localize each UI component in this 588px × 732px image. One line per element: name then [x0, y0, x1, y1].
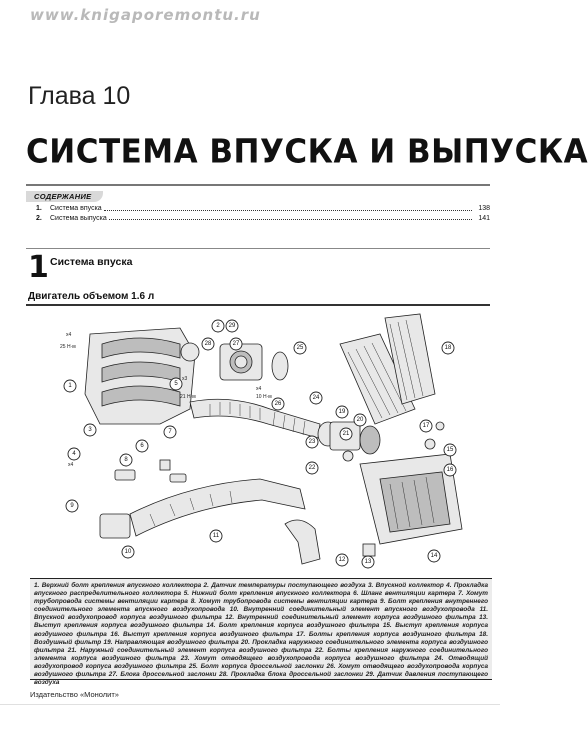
- exploded-diagram: [30, 314, 490, 576]
- svg-text:16: 16: [446, 467, 454, 473]
- toc-item[interactable]: [26, 204, 490, 214]
- section-title: Система впуска: [50, 256, 133, 268]
- toc-item[interactable]: [26, 214, 490, 224]
- callout-28: [202, 338, 214, 350]
- chapter-title: СИСТЕМА ВПУСКА И ВЫПУСКА: [26, 133, 588, 171]
- callout-15: [444, 444, 456, 456]
- toc-item-number: 2.: [36, 214, 42, 222]
- callout-16: [444, 464, 456, 476]
- toc-item-page: 141: [478, 214, 490, 222]
- svg-text:14: 14: [430, 553, 438, 559]
- callout-6: [136, 440, 148, 452]
- air-filter: [340, 314, 435, 424]
- svg-text:26: 26: [274, 401, 282, 407]
- callout-5: [170, 378, 182, 390]
- svg-text:20: 20: [356, 417, 364, 423]
- callout-24: [310, 392, 322, 404]
- svg-text:11: 11: [212, 533, 220, 539]
- throttle-body: [220, 344, 288, 380]
- callout-19: [336, 406, 348, 418]
- callout-17: [420, 420, 432, 432]
- table-of-contents: [26, 184, 490, 223]
- toc-item-page: 138: [478, 205, 490, 213]
- svg-text:12: 12: [338, 557, 346, 563]
- chapter-label: Глава 10: [28, 82, 131, 110]
- callout-18: [442, 342, 454, 354]
- callout-14: [428, 550, 440, 562]
- svg-text:27: 27: [232, 341, 240, 347]
- subsection-divider: [26, 304, 490, 306]
- torque-label: 21 Н·м: [180, 394, 196, 400]
- torque-label: 25 Н·м: [60, 344, 76, 350]
- svg-text:8: 8: [124, 457, 128, 463]
- qty-label: x4: [66, 332, 72, 338]
- svg-text:13: 13: [364, 559, 372, 565]
- toc-leader: [104, 205, 472, 211]
- callout-12: [336, 554, 348, 566]
- toc-heading: СОДЕРЖАНИЕ: [26, 191, 103, 202]
- svg-text:5: 5: [174, 381, 178, 387]
- air-hose: [190, 399, 320, 438]
- svg-text:6: 6: [140, 443, 144, 449]
- svg-text:7: 7: [168, 429, 172, 435]
- svg-text:17: 17: [422, 423, 430, 429]
- toc-item-number: 1.: [36, 205, 42, 213]
- callout-20: [354, 414, 366, 426]
- svg-text:3: 3: [88, 427, 92, 433]
- toc-leader: [109, 214, 472, 220]
- section-divider: [26, 248, 490, 249]
- svg-text:10: 10: [124, 549, 132, 555]
- callout-27: [230, 338, 242, 350]
- section-number: 1: [28, 250, 49, 285]
- callout-10: [122, 546, 134, 558]
- svg-text:28: 28: [204, 341, 212, 347]
- callout-2: [212, 320, 224, 332]
- svg-text:15: 15: [446, 447, 454, 453]
- svg-text:4: 4: [72, 451, 76, 457]
- svg-text:23: 23: [308, 439, 316, 445]
- svg-text:22: 22: [308, 465, 316, 471]
- qty-label: x4: [256, 386, 262, 392]
- callout-9: [66, 500, 78, 512]
- page-bottom-rule: [0, 704, 500, 705]
- callout-25: [294, 342, 306, 354]
- toc-item-label: Система впуска: [50, 205, 102, 213]
- svg-text:1: 1: [68, 383, 72, 389]
- subsection-title: Двигатель объемом 1.6 л: [28, 291, 155, 302]
- callout-21: [340, 428, 352, 440]
- svg-text:29: 29: [228, 323, 236, 329]
- svg-text:2: 2: [216, 323, 220, 329]
- qty-label: x3: [182, 376, 188, 382]
- svg-text:9: 9: [70, 503, 74, 509]
- intake-duct: [130, 479, 320, 564]
- svg-text:21: 21: [342, 431, 350, 437]
- toc-item-label: Система выпуска: [50, 214, 107, 222]
- callout-3: [84, 424, 96, 436]
- svg-text:24: 24: [312, 395, 320, 401]
- callout-26: [272, 398, 284, 410]
- callout-7: [164, 426, 176, 438]
- callout-29: [226, 320, 238, 332]
- callout-23: [306, 436, 318, 448]
- callout-13: [362, 556, 374, 568]
- publisher-footer: Издательство «Монолит»: [30, 690, 119, 699]
- qty-label: x4: [68, 462, 74, 468]
- callout-8: [120, 454, 132, 466]
- callout-22: [306, 462, 318, 474]
- svg-text:25: 25: [296, 345, 304, 351]
- watermark: www.knigaporemontu.ru: [30, 6, 261, 24]
- torque-label: 10 Н·м: [256, 394, 272, 400]
- figure-caption: 1. Верхний болт крепления впускного коллектора 2. Датчик температуры поступающего воздуха 3. Впускной коллектор 4. Прокладка впускного распределительного коллектора 5. Нижний болт крепления впускного коллектора 6. Шланг вентиляции картера 7. Хомут трубопровода системы вентиляции картера 8. Хомут трубопровода системы вентиляции картера 9. Болт крепления внутреннего соединительного элемента впускного воздухопровода 10. Внутренний соединительный элемент впускного воздухопровода 11. Впускной воздухопровод корпуса воздушного фильтра 12. Внутренний соединительный элемент корпуса воздушного фильтра 13. Выступ крепления корпуса воздушного фильтра 14. Болт крепления корпуса воздушного фильтра 15. Выступ крепления корпуса воздушного фильтра 16. Выступ крепления корпуса воздушного фильтра 17. Болты крепления корпуса воздушного фильтра 18. Воздушный фильтр 19. Направляющая воздушного фильтра 20. Прокладка наружного соединительного элемента корпуса воздушного фильтра 21. Наружный соединительный элемент корпуса воздушного фильтра 22. Болты крепления наружного соединительного элемента корпуса воздушного фильтра 23. Хомут отводящего воздухопровода корпуса воздушного фильтра 24. Отводящий воздухопровод корпуса воздушного фильтра 25. Болт корпуса дроссельной заслонки 26. Хомут отводящего воздухопровода корпуса воздушного фильтра 27. Блока дроссельной заслонки 28. Прокладка блока дроссельной заслонки 29. Датчик давления поступающего воздуха: [30, 578, 492, 680]
- svg-text:19: 19: [338, 409, 346, 415]
- callout-11: [210, 530, 222, 542]
- callout-1: [64, 380, 76, 392]
- svg-text:18: 18: [444, 345, 452, 351]
- callout-4: [68, 448, 80, 460]
